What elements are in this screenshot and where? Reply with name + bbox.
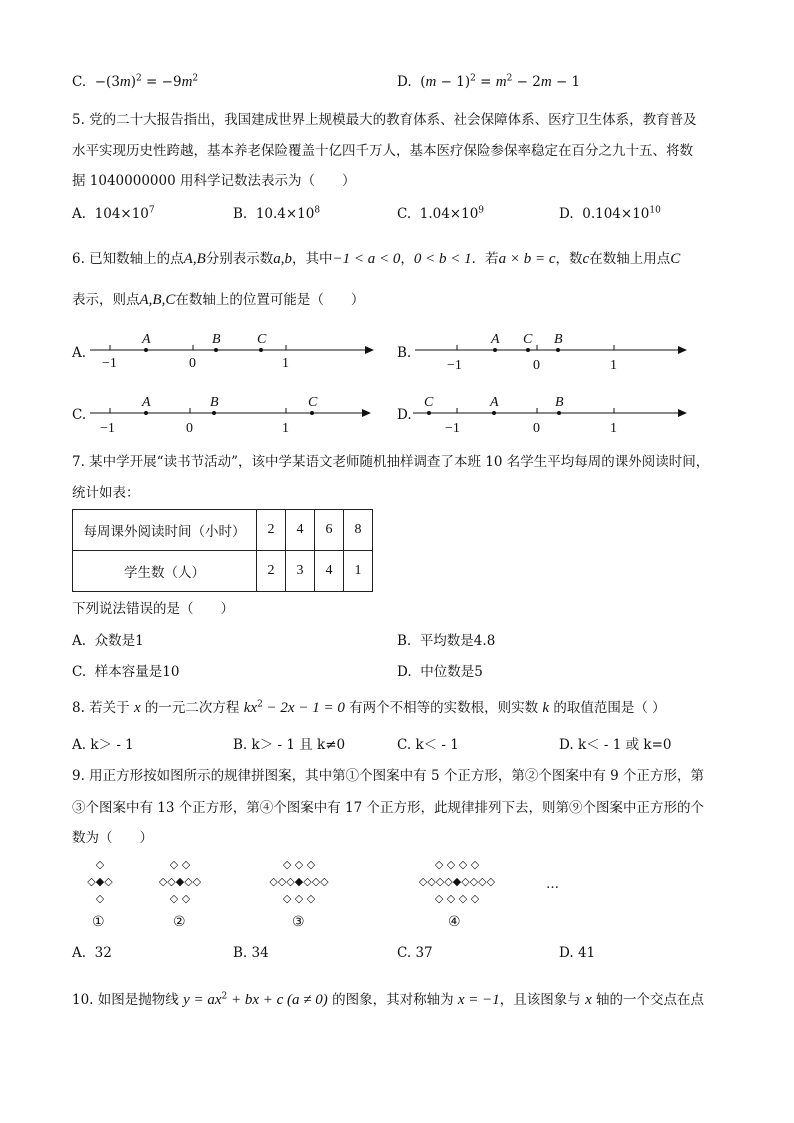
- q10-question: [72, 991, 704, 1009]
- point-label-b: B: [210, 395, 219, 410]
- tick-label-neg1: −1: [447, 358, 462, 373]
- q9-option-c: [397, 944, 433, 962]
- equation: − 2x − 1 = 0: [262, 700, 345, 716]
- row-header-students: 学生数（人）: [73, 551, 257, 592]
- q4-option-c: [72, 73, 198, 91]
- q5-option-d: [559, 205, 661, 223]
- text: 8. 若关于: [72, 700, 134, 716]
- number-line-a: [90, 326, 380, 376]
- number-line-b: [415, 326, 695, 376]
- point-c: [427, 411, 431, 415]
- option-label: C.: [397, 945, 412, 961]
- option-label: B.: [397, 633, 412, 649]
- point-c: [259, 348, 263, 352]
- expr: −(3: [94, 74, 120, 90]
- table-cell: 4: [286, 510, 315, 551]
- tick-label-neg1: −1: [102, 356, 117, 371]
- tick-label-1: 1: [610, 358, 617, 373]
- expr: (: [420, 74, 426, 90]
- text: 的图象，其对称轴为: [327, 992, 458, 1008]
- axis-arrow: [678, 346, 687, 354]
- text: 轴的一个交点在点: [591, 992, 705, 1008]
- pattern-row: ◇◇◆◇◇: [158, 875, 202, 888]
- expr: − 1: [551, 74, 581, 90]
- pattern-row: ◇ ◇ ◇: [282, 858, 316, 871]
- point-label-c: C: [257, 332, 267, 347]
- point-c: [310, 411, 314, 415]
- q6-line-1: [72, 250, 680, 268]
- option-text: k＞ - 1: [90, 737, 134, 753]
- q8-option-d: [559, 736, 672, 754]
- option-label: A.: [72, 737, 87, 753]
- pattern-row: ◇ ◇ ◇ ◇: [434, 858, 480, 871]
- table-cell: 1: [344, 551, 373, 592]
- q9-option-a: [72, 944, 112, 962]
- option-label: D.: [559, 945, 574, 961]
- tick-label-0: 0: [186, 421, 193, 436]
- row-header-hours: 每周课外阅读时间（小时）: [73, 510, 257, 551]
- point-label-a: A: [142, 395, 151, 410]
- var: x: [133, 700, 141, 716]
- expr: − 1): [436, 74, 471, 90]
- option-value: 10.4×10: [255, 206, 315, 222]
- inequality: −1 < a < 0: [332, 251, 401, 267]
- option-text: k＞ - 1 且 k≠0: [251, 737, 346, 753]
- equation: a × b = c: [498, 251, 556, 267]
- tick-label-0: 0: [533, 358, 540, 373]
- option-text: 中位数是5: [420, 664, 483, 680]
- exponent: 9: [478, 205, 485, 216]
- option-label: A.: [72, 633, 87, 649]
- q7-line-1: 7. 某中学开展“读书节活动”，该中学某语文老师随机抽样调查了本班 10 名学生平均每周的课外阅读时间，: [72, 454, 710, 470]
- var: A,B: [183, 251, 206, 267]
- option-label: C.: [72, 74, 87, 90]
- text: 分别表示数: [205, 251, 274, 267]
- number-line-c: [90, 389, 380, 439]
- option-text: 41: [577, 945, 596, 961]
- option-label: A.: [72, 206, 87, 222]
- point-a: [144, 348, 148, 352]
- point-label-c: C: [308, 395, 318, 410]
- point-label-a: A: [491, 332, 500, 347]
- point-b: [556, 348, 560, 352]
- exponent: 2: [136, 73, 142, 84]
- text: 6. 已知数轴上的点: [72, 251, 184, 267]
- point-a: [493, 348, 497, 352]
- var: k: [542, 700, 550, 716]
- equation: y = ax: [183, 992, 222, 1008]
- pattern-3: [239, 858, 359, 909]
- q8-question: [72, 699, 666, 717]
- var: m: [540, 74, 552, 90]
- pattern-row: ◇: [95, 858, 105, 871]
- var: c: [582, 251, 590, 267]
- point-label-c: C: [424, 395, 434, 410]
- tick-label-neg1: −1: [445, 421, 460, 436]
- axis-arrow: [362, 409, 371, 417]
- point-label-c: C: [523, 332, 533, 347]
- expr: =: [475, 74, 496, 90]
- q9-line-3: 数为（ ）: [72, 830, 153, 846]
- table-cell: 3: [286, 551, 315, 592]
- table-cell: 6: [315, 510, 344, 551]
- q7-option-c: [72, 663, 179, 681]
- pattern-row: ◇ ◇: [169, 892, 191, 905]
- point-a: [144, 411, 148, 415]
- text: ，且该图象与: [499, 992, 586, 1008]
- q5-line-1: 5. 党的二十大报告指出，我国建成世界上规模最大的教育体系、社会保障体系、医疗卫生体系，教育普及: [72, 112, 697, 128]
- option-text: 众数是1: [94, 633, 144, 649]
- exponent: 2: [221, 991, 228, 1002]
- option-label: A.: [72, 945, 87, 961]
- pattern-row: ◇: [95, 892, 105, 905]
- q6-option-c-label: C.: [72, 407, 87, 423]
- inequality: 0 < b < 1: [413, 251, 472, 267]
- point-a: [492, 411, 496, 415]
- table-row: [73, 551, 373, 592]
- expr: − 2: [512, 74, 541, 90]
- exponent: 10: [649, 205, 661, 216]
- q7-option-b: [397, 632, 495, 650]
- point-b: [214, 348, 218, 352]
- q7-option-a: [72, 632, 144, 650]
- tick-label-1: 1: [282, 421, 289, 436]
- option-text: k＜ - 1 或 k=0: [577, 737, 672, 753]
- option-value: 104×10: [94, 206, 149, 222]
- pattern-1: [76, 858, 124, 909]
- table-cell: 4: [315, 551, 344, 592]
- pattern-row: ◇◇◇◇◆◇◇◇◇: [418, 875, 496, 888]
- q6-line-2: [72, 291, 364, 309]
- pattern-label-1: ①: [92, 914, 105, 930]
- option-label: C.: [397, 206, 412, 222]
- q7-question: 下列说法错误的是（ ）: [72, 601, 234, 617]
- expr: ): [130, 74, 137, 90]
- q9-line-2: ③个图案中有 13 个正方形，第④个图案中有 17 个正方形，此规律排列下去，则第⑨个图案中正方形的个: [72, 800, 705, 816]
- exponent: 7: [148, 205, 155, 216]
- table-row: [73, 510, 373, 551]
- option-label: D.: [397, 74, 412, 90]
- q4-option-d: [397, 73, 580, 91]
- q6-option-b-label: B.: [397, 345, 412, 361]
- q7-line-2: 统计如表：: [72, 485, 140, 501]
- exponent: 2: [257, 699, 263, 710]
- q7-option-d: [397, 663, 483, 681]
- text: 的取值范围是（ ）: [549, 700, 666, 716]
- text: ．若: [471, 251, 499, 267]
- pattern-label-3: ③: [292, 914, 305, 930]
- text: ，数: [555, 251, 583, 267]
- exponent: 8: [314, 205, 321, 216]
- pattern-row: ◇ ◇ ◇ ◇: [434, 892, 480, 905]
- equation: + bx + c (a ≠ 0): [227, 992, 328, 1008]
- option-value: 1.04×10: [419, 206, 479, 222]
- tick-label-1: 1: [610, 421, 617, 436]
- q6-option-d-label: D.: [397, 407, 412, 423]
- text: 的一元二次方程: [140, 700, 244, 716]
- q5-line-3: 据 1040000000 用科学记数法表示为（ ）: [72, 173, 356, 189]
- tick-label-0: 0: [189, 356, 196, 371]
- pattern-label-2: ②: [173, 914, 186, 930]
- point-label-b: B: [212, 332, 221, 347]
- axis-arrow: [678, 409, 687, 417]
- q5-option-b: [233, 205, 320, 223]
- point-label-b: B: [554, 332, 563, 347]
- var: a,b: [273, 251, 292, 267]
- option-label: B.: [233, 737, 248, 753]
- table-cell: 2: [257, 551, 286, 592]
- pattern-row: ◇ ◇: [169, 858, 191, 871]
- option-text: 34: [251, 945, 269, 961]
- exponent: 2: [192, 73, 199, 84]
- pattern-ellipsis: …: [546, 877, 559, 892]
- q9-line-1: 9. 用正方形按如图所示的规律拼图案，其中第①个图案中有 5 个正方形，第②个图案中有 9 个正方形，第: [72, 768, 705, 784]
- option-label: B.: [233, 945, 248, 961]
- tick-label-0: 0: [533, 421, 540, 436]
- q8-option-b: [233, 736, 345, 754]
- equation: x = −1: [457, 992, 500, 1008]
- text: 在数轴上用点: [589, 251, 671, 267]
- option-label: B.: [233, 206, 248, 222]
- q9-option-b: [233, 944, 269, 962]
- text: 有两个不相等的实数根，则实数: [344, 700, 543, 716]
- option-text: 37: [415, 945, 433, 961]
- option-value: 0.104×10: [582, 206, 650, 222]
- pattern-row: ◇ ◇ ◇: [282, 892, 316, 905]
- point-b: [557, 411, 561, 415]
- axis-arrow: [365, 346, 374, 354]
- option-text: 32: [94, 945, 112, 961]
- table-cell: 2: [257, 510, 286, 551]
- text: 在数轴上的位置可能是（ ）: [175, 292, 365, 308]
- point-b: [212, 411, 216, 415]
- q8-option-a: [72, 736, 134, 754]
- q5-option-a: [72, 205, 155, 223]
- option-label: D.: [559, 206, 574, 222]
- point-label-a: A: [490, 395, 499, 410]
- option-text: 样本容量是10: [94, 664, 180, 680]
- var: m: [425, 74, 437, 90]
- text: 表示，则点: [72, 292, 140, 308]
- option-text: k＜ - 1: [415, 737, 459, 753]
- tick-label-neg1: −1: [100, 421, 115, 436]
- q5-option-c: [397, 205, 484, 223]
- option-label: C.: [397, 737, 412, 753]
- var: x: [585, 992, 592, 1008]
- text: ，其中: [292, 251, 333, 267]
- var: m: [181, 74, 193, 90]
- exponent: 2: [506, 73, 513, 84]
- reading-time-table: [72, 509, 373, 592]
- equation: kx: [243, 700, 258, 716]
- option-label: D.: [559, 737, 574, 753]
- expr: = −9: [141, 74, 182, 90]
- pattern-label-4: ④: [448, 914, 461, 930]
- q8-option-c: [397, 736, 459, 754]
- option-label: D.: [397, 664, 412, 680]
- table-cell: 8: [344, 510, 373, 551]
- var: m: [495, 74, 507, 90]
- number-line-d: [413, 389, 693, 439]
- var: C: [670, 251, 681, 267]
- var: m: [119, 74, 131, 90]
- q6-option-a-label: A.: [72, 345, 87, 361]
- option-text: 平均数是4.8: [419, 633, 496, 649]
- text: ，: [400, 251, 414, 267]
- exponent: 2: [470, 73, 476, 84]
- q9-option-d: [559, 944, 595, 962]
- pattern-row: ◇◆◇: [87, 875, 113, 888]
- pattern-2: [138, 858, 222, 909]
- point-c: [526, 348, 530, 352]
- tick-label-1: 1: [282, 356, 289, 371]
- pattern-row: ◇◇◇◆◇◇◇: [269, 875, 329, 888]
- text: 10. 如图是抛物线: [72, 992, 184, 1008]
- pattern-4: [377, 858, 537, 909]
- option-label: C.: [72, 664, 87, 680]
- q5-line-2: 水平实现历史性跨越，基本养老保险覆盖十亿四千万人，基本医疗保险参保率稳定在百分之九十五、将数: [72, 143, 693, 159]
- var: A,B,C: [139, 292, 176, 308]
- point-label-a: A: [142, 332, 151, 347]
- point-label-b: B: [555, 395, 564, 410]
